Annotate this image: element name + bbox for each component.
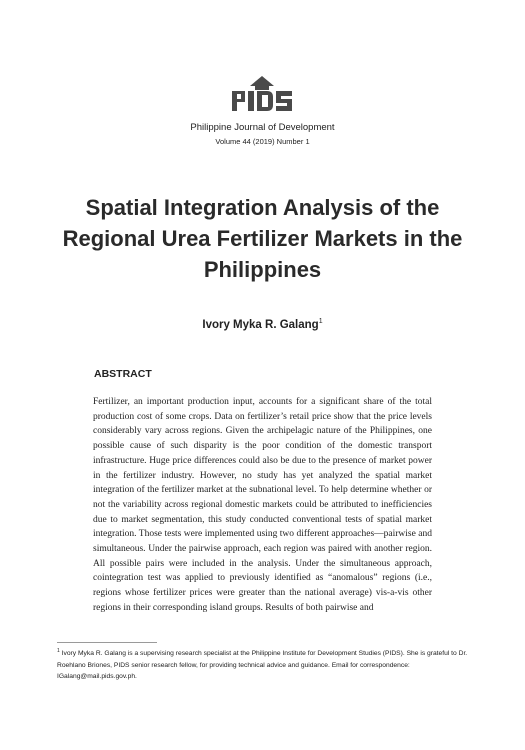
author-line bbox=[0, 318, 525, 331]
footnote bbox=[57, 646, 469, 683]
article-title: Spatial Integration Analysis of the Regional Urea Fertilizer Markets in the Philippines bbox=[62, 195, 463, 282]
footnote-mark: 1 bbox=[57, 648, 60, 654]
footnote-text: Ivory Myka R. Galang is a supervising research specialist at the Philippine Institute for Development Studies (PIDS). She is grateful to Dr. Roehlano Briones, PIDS senior research fellow, for providing technical advice and guidance. Email for correspondence: IGalang@mail.pids.gov.ph. bbox=[57, 650, 468, 681]
footnote-divider bbox=[57, 642, 157, 643]
author-footnote-mark[interactable]: 1 bbox=[318, 318, 323, 325]
journal-volume: Volume 44 (2019) Number 1 bbox=[215, 137, 310, 146]
pids-logo bbox=[231, 76, 293, 112]
author-name: Ivory Myka R. Galang bbox=[202, 318, 319, 331]
abstract-body: Fertilizer, an important production input, accounts for a significant share of the total production cost of some crops. Data on fertilizer’s retail price show that the price levels considerably vary across regions. Given the archipelagic nature of the Philippines, one possible cause of such disparity is the poor condition of the domestic transport infrastructure. Huge price differences could also be due to the presence of market power in the fertilizer industry. However, no study has yet analyzed the spatial market integration of the fertilizer market at the subnational level. To help determine whether or not the variability across regional domestic markets could be attributed to inefficiencies due to market segmentation, this study conducted conventional tests of spatial market integration. Those tests were implemented using two different approaches—pairwise and simultaneous. Under the pairwise approach, each region was paired with another region. All possible pairs were included in the analysis. Under the simultaneous approach, cointegration test was applied to previously identified as “anomalous” regions (i.e., regions whose fertilizer prices were greater than the national average) vis-a-vis other regions in their corresponding island groups. Results of both pairwise and bbox=[93, 397, 432, 613]
abstract-heading: ABSTRACT bbox=[94, 368, 152, 380]
journal-name: Philippine Journal of Development bbox=[190, 122, 335, 133]
pids-logo-mark bbox=[231, 76, 293, 112]
